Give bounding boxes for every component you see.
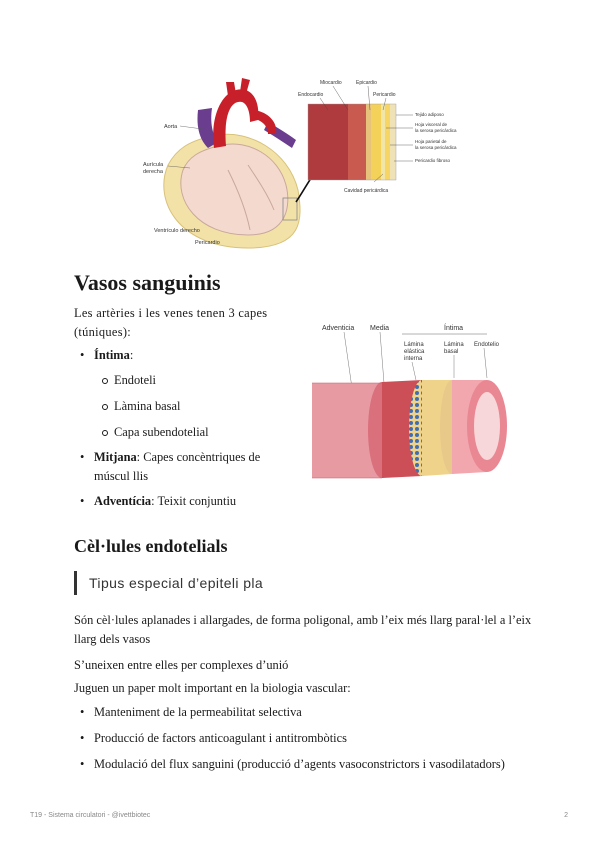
pericardium-layers-inset — [298, 80, 457, 194]
label-tejido: Tejido adiposo — [415, 112, 444, 117]
label-lamina-elastica-2: elástica — [404, 349, 425, 355]
label-epicardio: Epicardio — [356, 80, 377, 86]
intro-paragraph: Les artèries i les venes tenen 3 capes (túniques): — [74, 306, 268, 339]
heart-pericardium-figure — [128, 70, 483, 250]
label-hoja-visceral-2: la serosa pericárdica — [415, 128, 457, 133]
label-endocardio: Endocardio — [298, 92, 324, 98]
page-number: 2 — [564, 812, 568, 819]
label-lamina-elastica-1: Lámina — [404, 342, 424, 348]
sublist-item: Capa subendotelial — [100, 423, 280, 442]
label-pericardio-inset: Pericardio — [373, 92, 396, 98]
label-auricula: Aurícula — [143, 162, 164, 168]
label-cavidad: Cavidad pericárdica — [344, 188, 389, 194]
sublist-item: Endoteli — [100, 371, 280, 390]
label-intima: Íntima — [444, 325, 464, 332]
label-lamina-basal-2: basal — [444, 349, 459, 355]
label-hoja-visceral-1: Hoja visceral de — [415, 122, 448, 127]
paragraph-unio: S’uneixen entre elles per complexes d’unió — [74, 658, 289, 672]
label-pericardio-fibroso: Pericardio fibroso — [415, 158, 451, 163]
label-aorta: Aorta — [164, 124, 178, 130]
label-adventicia: Adventicia — [322, 325, 355, 332]
label-pericardio-heart: Pericardio — [195, 240, 220, 246]
footer-text: T19 - Sistema circulatori - @ivettbiotec — [30, 812, 151, 819]
list-item-adventicia: • Adventícia: Teixit conjuntiu — [80, 492, 280, 511]
label-media: Media — [370, 325, 390, 332]
paragraph-paper: Juguen un paper molt important en la biologia vascular: — [74, 681, 351, 695]
blockquote: Tipus especial d’epiteli pla — [74, 571, 263, 595]
layers-list — [80, 346, 280, 511]
list-item-intima: • Íntima: Endoteli Làmina basal Capa subendotelial — [80, 346, 280, 442]
sublist-item: Làmina basal — [100, 397, 280, 416]
label-ventriculo: Ventrículo derecho — [154, 228, 200, 234]
list-item: • Modulació del flux sanguini (producció d’agents vasoconstrictors i vasodilatadors) — [80, 755, 540, 774]
paragraph-description: Són cèl·lules aplanades i allargades, de forma poligonal, amb l’eix més llarg paral·lel a l’eix llarg dels vasos — [74, 613, 532, 646]
list-item-mitjana: • Mitjana: Capes concèntriques de múscul llis — [80, 448, 280, 486]
section-title-vasos: Vasos sanguinis — [74, 270, 221, 295]
label-hoja-parietal-1: Hoja parietal de — [415, 139, 447, 144]
label-lamina-basal-1: Lámina — [444, 342, 464, 348]
label-derecha: derecha — [143, 169, 163, 175]
label-hoja-parietal-2: la serosa pericárdica — [415, 145, 457, 150]
label-miocardio: Miocardio — [320, 80, 342, 86]
list-item: • Manteniment de la permeabilitat selectiva — [80, 703, 540, 722]
functions-list — [80, 703, 540, 774]
label-lamina-elastica-3: interna — [404, 356, 423, 362]
label-endotelio: Endotelio — [474, 342, 500, 348]
section-title-celules: Cèl·lules endotelials — [74, 536, 228, 556]
list-item: • Producció de factors anticoagulant i antitrombòtics — [80, 729, 540, 748]
vessel-layers-figure — [312, 318, 522, 490]
